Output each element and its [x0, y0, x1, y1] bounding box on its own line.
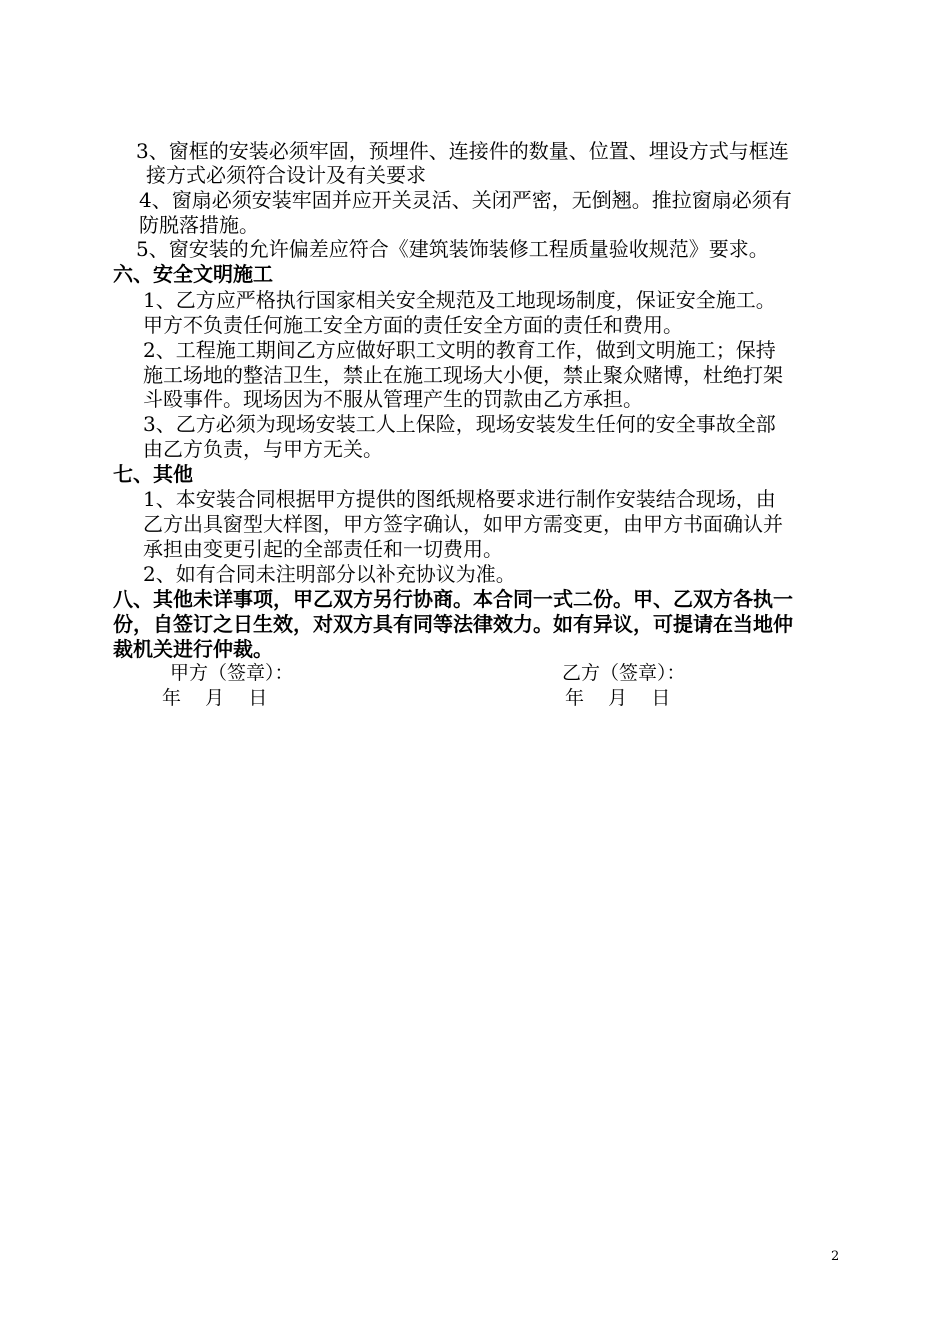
- clause-5-3-line-1: 3、窗框的安装必须牢固，预埋件、连接件的数量、位置、埋设方式与框连: [136, 139, 789, 163]
- clause-6-2-line-2: 施工场地的整洁卫生，禁止在施工现场大小便，禁止聚众赌博，杜绝打架: [143, 363, 783, 387]
- section-6-heading: 六、安全文明施工: [113, 262, 273, 286]
- party-b-signature-label: 乙方（签章）：: [562, 662, 686, 684]
- clause-6-1-line-1: 1、乙方应严格执行国家相关安全规范及工地现场制度，保证安全施工。: [143, 288, 776, 312]
- clause-7-1-line-3: 承担由变更引起的全部责任和一切费用。: [143, 537, 503, 561]
- clause-6-3-line-1: 3、乙方必须为现场安装工人上保险，现场安装发生任何的安全事故全部: [143, 412, 776, 436]
- section-7-heading: 七、其他: [113, 462, 193, 486]
- clause-7-2-line-1: 2、如有合同未注明部分以补充协议为准。: [143, 562, 516, 586]
- clause-5-3-line-2: 接方式必须符合设计及有关要求: [146, 163, 426, 187]
- party-a-date: 年 月 日: [162, 687, 268, 709]
- clause-5-4-line-1: 4、窗扇必须安装牢固并应开关灵活、关闭严密，无倒翘。推拉窗扇必须有: [139, 188, 792, 212]
- clause-7-1-line-1: 1、本安装合同根据甲方提供的图纸规格要求进行制作安装结合现场，由: [143, 487, 776, 511]
- clause-6-1-line-2: 甲方不负责任何施工安全方面的责任安全方面的责任和费用。: [143, 313, 683, 337]
- section-8-line-3: 裁机关进行仲裁。: [113, 637, 273, 661]
- clause-5-4-line-2: 防脱落措施。: [139, 213, 259, 237]
- clause-7-1-line-2: 乙方出具窗型大样图，甲方签字确认，如甲方需变更，由甲方书面确认并: [143, 512, 783, 536]
- clause-6-2-line-1: 2、工程施工期间乙方应做好职工文明的教育工作，做到文明施工；保持: [143, 338, 776, 362]
- section-8-line-1: 八、其他未详事项，甲乙双方另行协商。本合同一式二份。甲、乙双方各执一: [113, 587, 793, 611]
- party-b-date: 年 月 日: [565, 687, 671, 709]
- section-8-line-2: 份，自签订之日生效，对双方具有同等法律效力。如有异议，可提请在当地仲: [113, 612, 793, 636]
- clause-5-5-line-1: 5、窗安装的允许偏差应符合《建筑装饰装修工程质量验收规范》要求。: [136, 237, 769, 261]
- party-a-signature-label: 甲方（签章）：: [170, 662, 294, 684]
- page-number: 2: [831, 1249, 840, 1264]
- clause-6-3-line-2: 由乙方负责，与甲方无关。: [143, 437, 383, 461]
- clause-6-2-line-3: 斗殴事件。现场因为不服从管理产生的罚款由乙方承担。: [143, 387, 643, 411]
